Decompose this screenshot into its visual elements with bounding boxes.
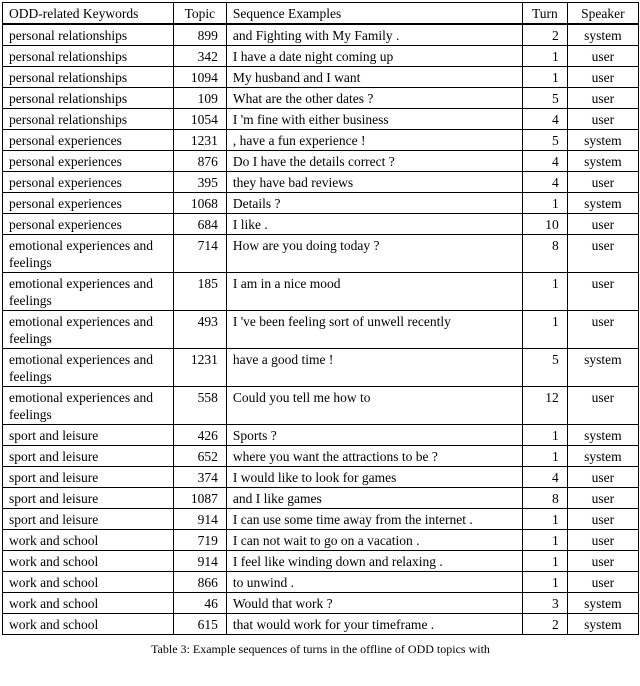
cell-turn: 1	[522, 446, 567, 467]
cell-keyword: personal relationships	[3, 88, 174, 109]
cell-topic: 185	[173, 273, 226, 311]
cell-turn: 3	[522, 593, 567, 614]
cell-sequence: where you want the attractions to be ?	[226, 446, 522, 467]
cell-sequence: to unwind .	[226, 572, 522, 593]
cell-topic: 876	[173, 151, 226, 172]
cell-topic: 558	[173, 387, 226, 425]
cell-sequence: My husband and I want	[226, 67, 522, 88]
cell-sequence: How are you doing today ?	[226, 235, 522, 273]
cell-keyword: personal relationships	[3, 109, 174, 130]
cell-speaker: user	[567, 387, 638, 425]
cell-sequence: I am in a nice mood	[226, 273, 522, 311]
cell-topic: 1087	[173, 488, 226, 509]
cell-speaker: user	[567, 551, 638, 572]
cell-speaker: user	[567, 88, 638, 109]
cell-keyword: personal experiences	[3, 130, 174, 151]
cell-topic: 914	[173, 509, 226, 530]
cell-turn: 4	[522, 467, 567, 488]
cell-sequence: Would that work ?	[226, 593, 522, 614]
cell-topic: 426	[173, 425, 226, 446]
cell-keyword: sport and leisure	[3, 509, 174, 530]
table-row	[3, 88, 639, 109]
cell-topic: 652	[173, 446, 226, 467]
cell-turn: 5	[522, 349, 567, 387]
cell-sequence: I 've been feeling sort of unwell recently	[226, 311, 522, 349]
table-row	[3, 509, 639, 530]
cell-keyword: work and school	[3, 530, 174, 551]
cell-topic: 684	[173, 214, 226, 235]
cell-speaker: system	[567, 446, 638, 467]
cell-speaker: system	[567, 614, 638, 635]
cell-keyword: work and school	[3, 593, 174, 614]
cell-speaker: user	[567, 572, 638, 593]
cell-sequence: I would like to look for games	[226, 467, 522, 488]
cell-keyword: work and school	[3, 572, 174, 593]
cell-keyword: personal relationships	[3, 24, 174, 46]
table-row	[3, 151, 639, 172]
table-row	[3, 24, 639, 46]
cell-sequence: Do I have the details correct ?	[226, 151, 522, 172]
table-row	[3, 387, 639, 425]
cell-sequence: I can not wait to go on a vacation .	[226, 530, 522, 551]
cell-sequence: I can use some time away from the internet .	[226, 509, 522, 530]
table-row	[3, 172, 639, 193]
cell-turn: 1	[522, 530, 567, 551]
table-row	[3, 572, 639, 593]
cell-turn: 1	[522, 273, 567, 311]
cell-topic: 1231	[173, 349, 226, 387]
odd-keywords-table	[2, 2, 639, 635]
cell-turn: 5	[522, 130, 567, 151]
header-speaker: Speaker	[567, 3, 638, 25]
cell-turn: 4	[522, 172, 567, 193]
cell-turn: 8	[522, 488, 567, 509]
cell-speaker: system	[567, 349, 638, 387]
header-turn: Turn	[522, 3, 567, 25]
cell-sequence: Could you tell me how to	[226, 387, 522, 425]
cell-speaker: user	[567, 509, 638, 530]
cell-speaker: user	[567, 67, 638, 88]
table-row	[3, 614, 639, 635]
cell-keyword: personal experiences	[3, 172, 174, 193]
cell-keyword: personal relationships	[3, 46, 174, 67]
cell-speaker: user	[567, 311, 638, 349]
cell-topic: 1054	[173, 109, 226, 130]
cell-turn: 1	[522, 193, 567, 214]
table-caption: Table 3: Example sequences of turns in the offline of ODD topics with	[151, 642, 490, 656]
table-row	[3, 446, 639, 467]
header-row	[3, 3, 639, 25]
cell-keyword: emotional experiences and feelings	[3, 349, 174, 387]
table-row	[3, 193, 639, 214]
cell-speaker: system	[567, 593, 638, 614]
cell-sequence: I like .	[226, 214, 522, 235]
cell-keyword: work and school	[3, 614, 174, 635]
table-row	[3, 46, 639, 67]
table-body	[3, 24, 639, 635]
cell-keyword: emotional experiences and feelings	[3, 235, 174, 273]
cell-topic: 342	[173, 46, 226, 67]
cell-speaker: system	[567, 425, 638, 446]
cell-speaker: system	[567, 24, 638, 46]
cell-keyword: personal experiences	[3, 214, 174, 235]
cell-topic: 899	[173, 24, 226, 46]
cell-topic: 493	[173, 311, 226, 349]
cell-turn: 12	[522, 387, 567, 425]
cell-speaker: user	[567, 46, 638, 67]
table-row	[3, 551, 639, 572]
cell-topic: 395	[173, 172, 226, 193]
cell-sequence: that would work for your timeframe .	[226, 614, 522, 635]
cell-turn: 4	[522, 151, 567, 172]
table-header	[3, 3, 639, 25]
cell-keyword: sport and leisure	[3, 488, 174, 509]
cell-topic: 714	[173, 235, 226, 273]
cell-keyword: sport and leisure	[3, 467, 174, 488]
cell-turn: 1	[522, 509, 567, 530]
table-row	[3, 311, 639, 349]
cell-sequence: and I like games	[226, 488, 522, 509]
cell-speaker: user	[567, 235, 638, 273]
cell-keyword: emotional experiences and feelings	[3, 387, 174, 425]
cell-topic: 46	[173, 593, 226, 614]
cell-turn: 8	[522, 235, 567, 273]
cell-topic: 109	[173, 88, 226, 109]
cell-speaker: user	[567, 467, 638, 488]
cell-keyword: sport and leisure	[3, 446, 174, 467]
cell-topic: 866	[173, 572, 226, 593]
cell-turn: 10	[522, 214, 567, 235]
cell-sequence: What are the other dates ?	[226, 88, 522, 109]
cell-topic: 914	[173, 551, 226, 572]
cell-sequence: I have a date night coming up	[226, 46, 522, 67]
table-row	[3, 425, 639, 446]
header-sequence: Sequence Examples	[226, 3, 522, 25]
cell-turn: 2	[522, 614, 567, 635]
cell-turn: 1	[522, 67, 567, 88]
cell-turn: 1	[522, 551, 567, 572]
cell-keyword: personal relationships	[3, 67, 174, 88]
cell-topic: 1094	[173, 67, 226, 88]
cell-keyword: emotional experiences and feelings	[3, 273, 174, 311]
table-row	[3, 214, 639, 235]
table-row	[3, 530, 639, 551]
cell-topic: 1231	[173, 130, 226, 151]
table-row	[3, 349, 639, 387]
cell-speaker: system	[567, 130, 638, 151]
cell-turn: 1	[522, 311, 567, 349]
cell-sequence: and Fighting with My Family .	[226, 24, 522, 46]
cell-keyword: emotional experiences and feelings	[3, 311, 174, 349]
cell-topic: 1068	[173, 193, 226, 214]
cell-speaker: user	[567, 109, 638, 130]
cell-topic: 615	[173, 614, 226, 635]
table-row	[3, 109, 639, 130]
cell-speaker: user	[567, 488, 638, 509]
cell-sequence: Details ?	[226, 193, 522, 214]
table-row	[3, 67, 639, 88]
cell-sequence: they have bad reviews	[226, 172, 522, 193]
cell-sequence: Sports ?	[226, 425, 522, 446]
table-row	[3, 273, 639, 311]
cell-speaker: system	[567, 193, 638, 214]
cell-sequence: I 'm fine with either business	[226, 109, 522, 130]
cell-speaker: user	[567, 530, 638, 551]
cell-turn: 5	[522, 88, 567, 109]
cell-sequence: I feel like winding down and relaxing .	[226, 551, 522, 572]
cell-topic: 374	[173, 467, 226, 488]
cell-sequence: have a good time !	[226, 349, 522, 387]
header-keywords: ODD-related Keywords	[3, 3, 174, 25]
cell-speaker: user	[567, 273, 638, 311]
table-row	[3, 467, 639, 488]
table-row	[3, 235, 639, 273]
cell-turn: 1	[522, 572, 567, 593]
cell-topic: 719	[173, 530, 226, 551]
cell-sequence: , have a fun experience !	[226, 130, 522, 151]
cell-speaker: user	[567, 172, 638, 193]
table-row	[3, 488, 639, 509]
cell-keyword: sport and leisure	[3, 425, 174, 446]
table-row	[3, 593, 639, 614]
table-row	[3, 130, 639, 151]
cell-turn: 1	[522, 46, 567, 67]
cell-keyword: work and school	[3, 551, 174, 572]
cell-turn: 4	[522, 109, 567, 130]
cell-turn: 1	[522, 425, 567, 446]
cell-keyword: personal experiences	[3, 151, 174, 172]
cell-turn: 2	[522, 24, 567, 46]
cell-speaker: user	[567, 214, 638, 235]
header-topic: Topic	[173, 3, 226, 25]
cell-speaker: system	[567, 151, 638, 172]
cell-keyword: personal experiences	[3, 193, 174, 214]
